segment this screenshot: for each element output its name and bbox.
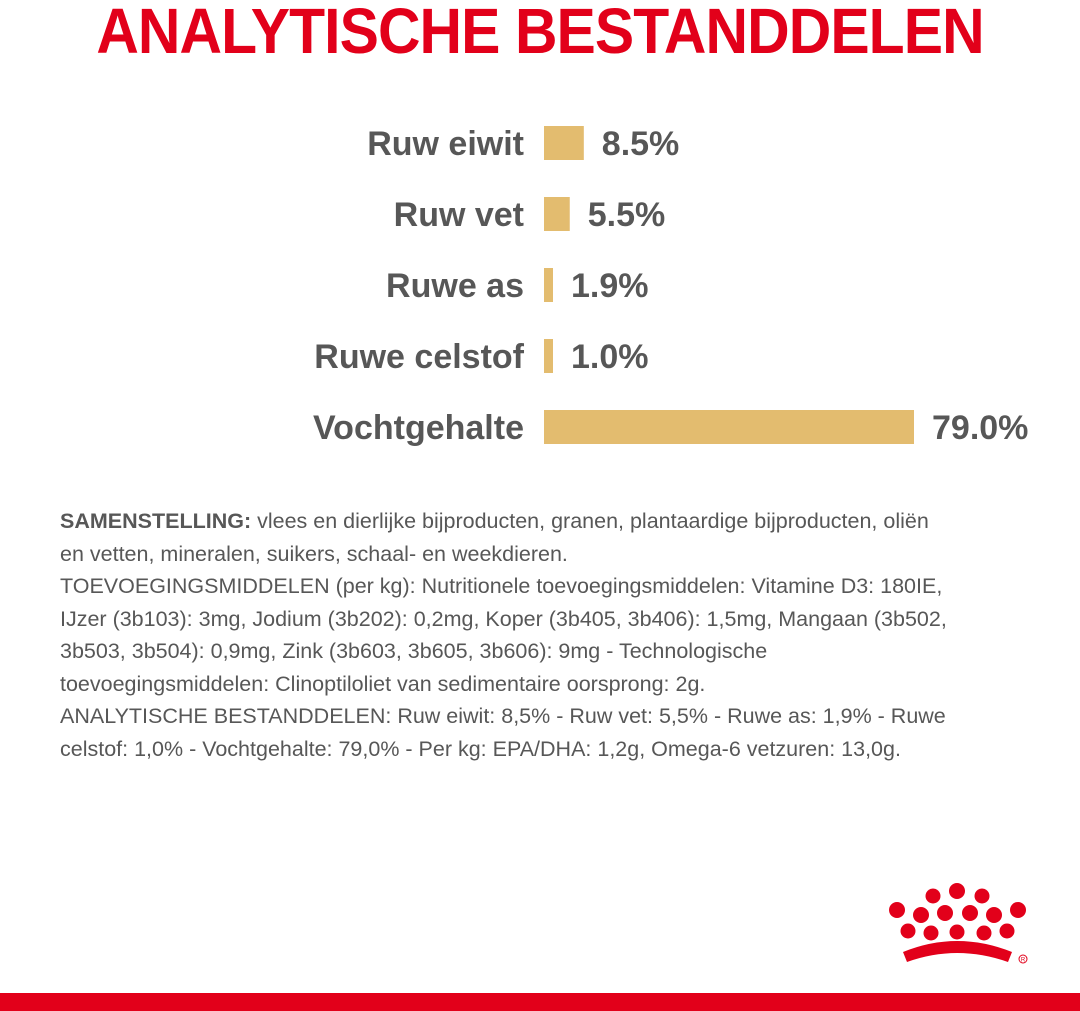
- composition-line-7: celstof: 1,0% - Vochtgehalte: 79,0% - Per kg: EPA/DHA: 1,2g, Omega-6 vetzuren: 13,0g.: [60, 736, 901, 761]
- composition-text: [60, 505, 1050, 765]
- bar: [544, 126, 584, 160]
- composition-line-5: toevoegingsmiddelen: Clinoptiloliet van sedimentaire oorsprong: 2g.: [60, 671, 706, 696]
- value-label: 8.5%: [601, 125, 680, 163]
- bar: [544, 268, 553, 302]
- bottom-brand-bar: [0, 993, 1080, 1011]
- composition-line-2: TOEVOEGINGSMIDDELEN (per kg): Nutritionele toevoegingsmiddelen: Vitamine D3: 180IE,: [60, 574, 943, 598]
- value-label: 1.0%: [571, 338, 649, 376]
- composition-line-1: en vetten, mineralen, suikers, schaal- en weekdieren.: [60, 541, 568, 566]
- value-label: 5.5%: [587, 196, 666, 234]
- composition-heading: SAMENSTELLING:: [60, 509, 252, 533]
- nutrient-bar-chart: [0, 100, 1080, 470]
- page-title: ANALYTISCHE BESTANDDELEN: [96, 0, 984, 67]
- category-label: Ruwe as: [386, 267, 524, 305]
- bar: [544, 410, 914, 444]
- value-label: 79.0%: [932, 409, 1029, 447]
- svg-text:R: R: [1020, 957, 1026, 964]
- category-label: Ruw vet: [393, 196, 524, 234]
- category-label: Ruwe celstof: [314, 338, 524, 376]
- bar: [544, 197, 570, 231]
- category-label: Ruw eiwit: [367, 125, 524, 163]
- category-label: Vochtgehalte: [313, 409, 524, 447]
- composition-line-0-text: vlees en dierlijke bijproducten, granen, plantaardige bijproducten, oliën: [251, 509, 929, 533]
- composition-line-4: 3b503, 3b504): 0,9mg, Zink (3b603, 3b605, 3b606): 9mg - Technologische: [60, 639, 768, 663]
- bar: [544, 339, 553, 373]
- value-label: 1.9%: [571, 267, 649, 305]
- composition-line-3: IJzer (3b103): 3mg, Jodium (3b202): 0,2mg, Koper (3b405, 3b406): 1,5mg, Mangaan (3b502,: [60, 606, 947, 631]
- crown-icon: [885, 882, 1030, 967]
- composition-line-6: ANALYTISCHE BESTANDDELEN: Ruw eiwit: 8,5% - Ruw vet: 5,5% - Ruwe as: 1,9% - Ruwe: [60, 704, 946, 728]
- composition-line-0: [60, 505, 1050, 538]
